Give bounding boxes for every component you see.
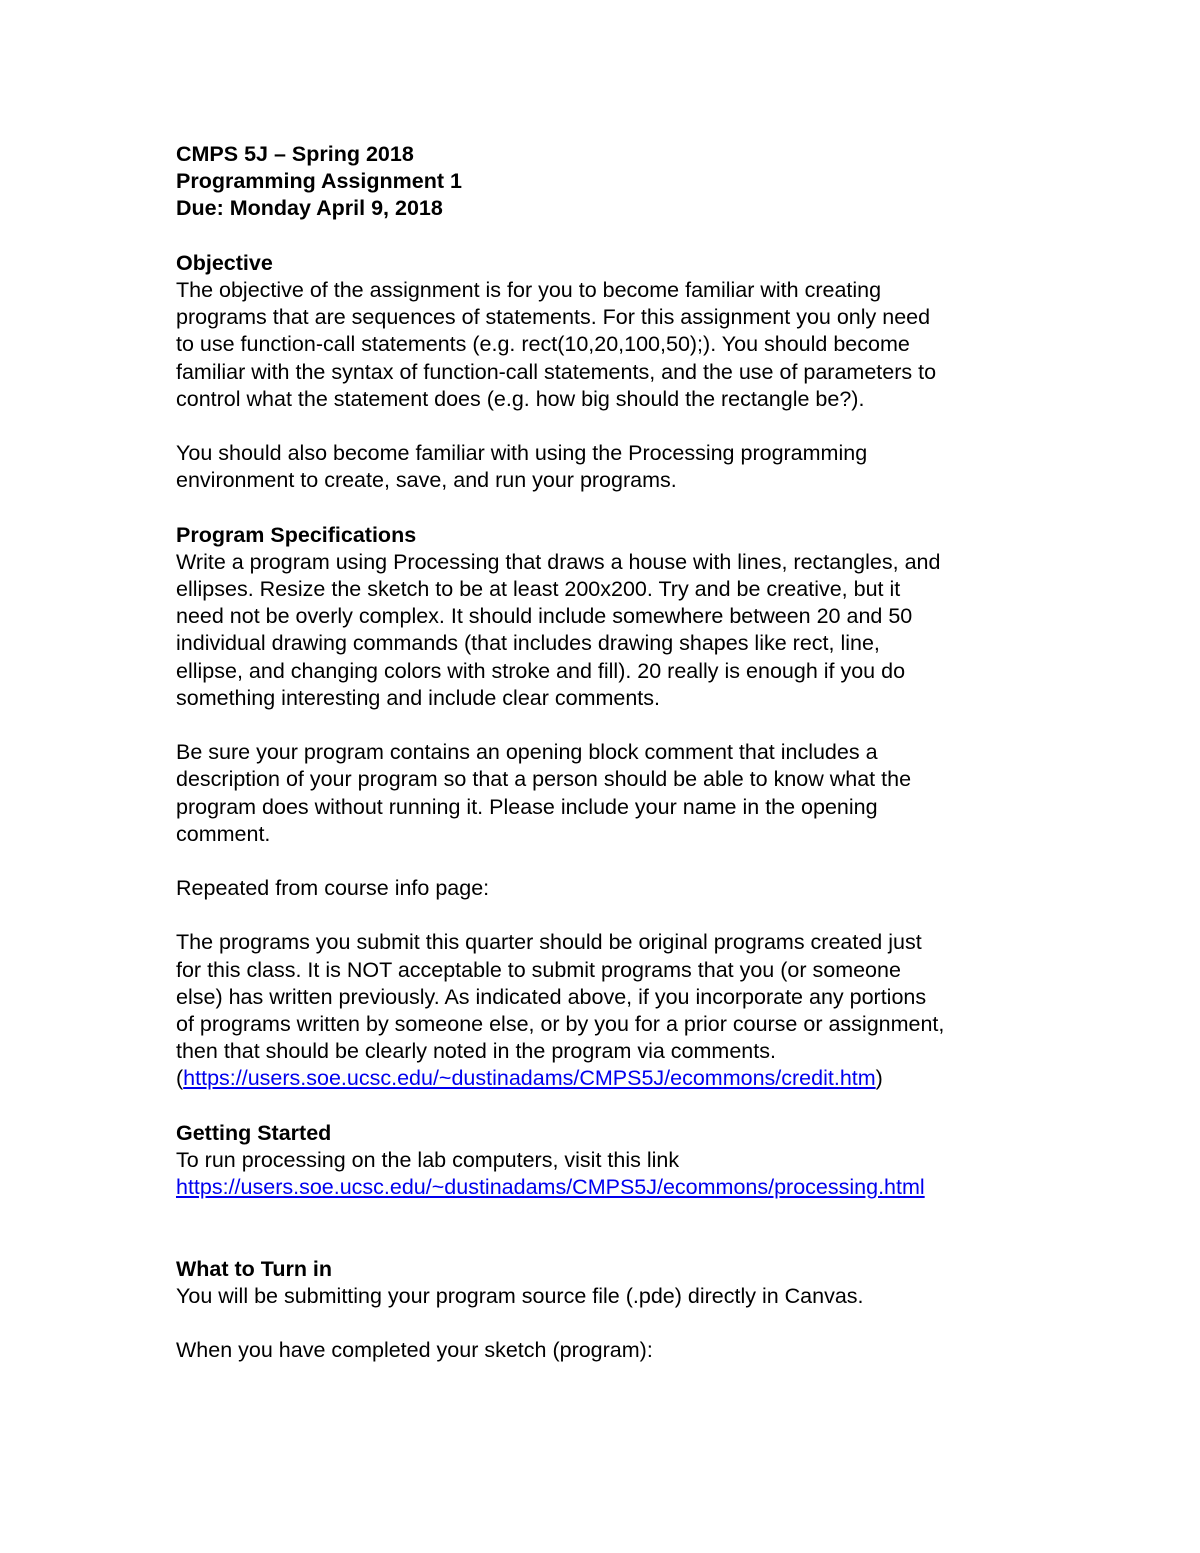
course-title: CMPS 5J – Spring 2018 [176, 142, 414, 166]
paragraph-line: to use function-call statements (e.g. rect(10,20,100,50);). You should become [176, 332, 910, 357]
credit-line [176, 1065, 1036, 1092]
paragraph-line: something interesting and include clear comments. [176, 685, 661, 710]
paragraph-line: comment. [176, 821, 271, 846]
turn-in-text: You will be submitting your program source file (.pde) directly in Canvas. [176, 1283, 864, 1308]
getting-started-text: To run processing on the lab computers, visit this link [176, 1147, 680, 1172]
paragraph-line: else) has written previously. As indicated above, if you incorporate any portions [176, 984, 927, 1009]
paragraph-line: The programs you submit this quarter should be original programs created just [176, 930, 922, 955]
getting-started-heading: Getting Started [176, 1120, 332, 1145]
paragraph-line: ellipses. Resize the sketch to be at least 200x200. Try and be creative, but it [176, 577, 901, 601]
objective-paragraph-1 [176, 277, 1036, 413]
credit-link[interactable]: https://users.soe.ucsc.edu/~dustinadams/CMPS5J/ecommons/credit.htm [183, 1066, 876, 1091]
specs-paragraph-3 [176, 929, 1036, 1092]
spacer [176, 848, 1036, 875]
paragraph-line: ellipse, and changing colors with stroke and fill). 20 really is enough if you do [176, 658, 906, 683]
spacer [176, 494, 1036, 521]
turn-in-when: When you have completed your sketch (program): [176, 1338, 653, 1363]
paragraph-line: for this class. It is NOT acceptable to submit programs that you (or someone [176, 957, 901, 982]
paragraph-line: environment to create, save, and run your programs. [176, 468, 677, 493]
spacer [176, 1310, 1036, 1337]
objective-heading: Objective [176, 250, 273, 275]
spacer [176, 712, 1036, 739]
repeated-note: Repeated from course info page: [176, 876, 490, 901]
paragraph-line: then that should be clearly noted in the program via comments. [176, 1039, 776, 1064]
paren-open: ( [176, 1066, 184, 1091]
spacer [176, 413, 1036, 440]
turn-in-heading: What to Turn in [176, 1256, 333, 1281]
spacer [176, 1093, 1036, 1120]
paragraph-line: control what the statement does (e.g. how big should the rectangle be?). [176, 386, 865, 411]
paragraph-line: You should also become familiar with using the Processing programming [176, 441, 868, 466]
paragraph-line: description of your program so that a person should be able to know what the [176, 767, 912, 792]
paragraph-line: Be sure your program contains an opening block comment that includes a [176, 740, 878, 765]
specs-heading: Program Specifications [176, 522, 417, 547]
paragraph-line: of programs written by someone else, or by you for a prior course or assignment, [176, 1012, 945, 1036]
spacer [176, 902, 1036, 929]
paragraph-line: programs that are sequences of statements. For this assignment you only need [176, 305, 931, 330]
specs-paragraph-2 [176, 739, 1036, 848]
assignment-title: Programming Assignment 1 [176, 169, 462, 194]
paragraph-line: program does without running it. Please include your name in the opening [176, 794, 878, 819]
paren-close: ) [875, 1066, 883, 1091]
due-date: Due: Monday April 9, 2018 [176, 196, 443, 221]
paragraph-line: familiar with the syntax of function-call statements, and the use of parameters to [176, 359, 937, 384]
processing-link[interactable]: https://users.soe.ucsc.edu/~dustinadams/CMPS5J/ecommons/processing.html [176, 1175, 925, 1200]
paragraph-line: need not be overly complex. It should include somewhere between 20 and 50 [176, 604, 913, 629]
document-content [176, 141, 1036, 1364]
paragraph-line: individual drawing commands (that includes drawing shapes like rect, line, [176, 631, 880, 656]
spacer [176, 223, 1036, 250]
specs-paragraph-1 [176, 549, 1036, 712]
paragraph-line: Write a program using Processing that draws a house with lines, rectangles, and [176, 549, 941, 574]
processing-link-line [176, 1174, 1036, 1201]
objective-paragraph-2 [176, 440, 1036, 494]
spacer [176, 1201, 1036, 1255]
paragraph-line: The objective of the assignment is for you to become familiar with creating [176, 277, 882, 302]
